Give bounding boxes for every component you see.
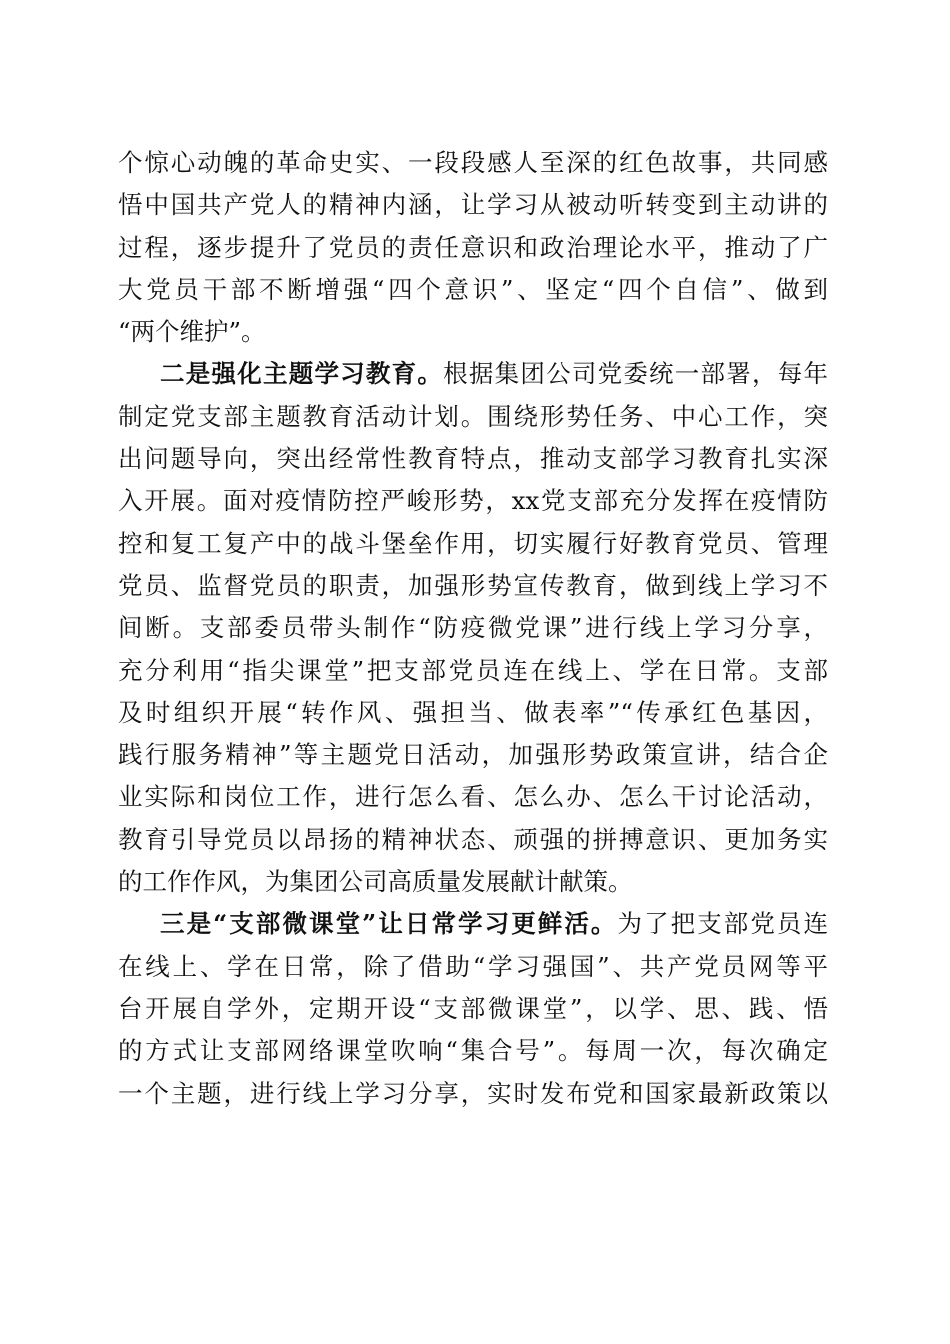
paragraph-line: 党员、监督党员的职责，加强形势宣传教育，做到线上学习不 [118, 570, 828, 600]
paragraph-line: 教育引导党员以昂扬的精神状态、顽强的拼搏意识、更加务实 [118, 824, 828, 854]
paragraph-line: 业实际和岗位工作，进行怎么看、怎么办、怎么干讨论活动， [118, 782, 828, 812]
paragraph-line: 悟中国共产党人的精神内涵，让学习从被动听转变到主动讲的 [118, 190, 828, 220]
paragraph-line: 的工作作风，为集团公司高质量发展献计献策。 [118, 867, 633, 897]
paragraph-line: “两个维护”。 [118, 317, 266, 347]
paragraph-line: 过程，逐步提升了党员的责任意识和政治理论水平，推动了广 [118, 232, 828, 262]
paragraph-line: 入开展。面对疫情防控严峻形势，xx党支部充分发挥在疫情防 [118, 486, 828, 516]
paragraph-first-line [118, 353, 828, 395]
paragraph-line: 间断。支部委员带头制作“防疫微党课”进行线上学习分享， [118, 613, 828, 643]
paragraph-line: 在线上、学在日常，除了借助“学习强国”、共产党员网等平 [118, 951, 828, 981]
paragraph-line: 大党员干部不断增强“四个意识”、坚定“四个自信”、做到 [118, 274, 828, 304]
paragraph-text: 根据集团公司党委统一部署，每年 [443, 359, 828, 389]
paragraph-line: 及时组织开展“转作风、强担当、做表率”“传承红色基因， [118, 697, 828, 727]
paragraph-line: 制定党支部主题教育活动计划。围绕形势任务、中心工作，突 [118, 401, 828, 431]
paragraph-heading: 二是强化主题学习教育。 [160, 359, 444, 389]
paragraph-3 [118, 903, 828, 1114]
paragraph-line: 出问题导向，突出经常性教育特点，推动支部学习教育扎实深 [118, 444, 828, 474]
paragraph-line: 控和复工复产中的战斗堡垒作用，切实履行好教育党员、管理 [118, 528, 828, 558]
paragraph-line: 一个主题，进行线上学习分享，实时发布党和国家最新政策以 [118, 1078, 828, 1108]
paragraph-1 [118, 142, 828, 353]
paragraph-line: 充分利用“指尖课堂”把支部党员连在线上、学在日常。支部 [118, 655, 828, 685]
paragraph-heading: 三是“支部微课堂”让日常学习更鲜活。 [160, 909, 618, 939]
paragraph-first-line [118, 903, 828, 945]
paragraph-2 [118, 353, 828, 903]
paragraph-line: 的方式让支部网络课堂吹响“集合号”。每周一次，每次确定 [118, 1036, 828, 1066]
paragraph-line: 个惊心动魄的革命史实、一段段感人至深的红色故事，共同感 [118, 148, 828, 177]
paragraph-line: 台开展自学外，定期开设“支部微课堂”，以学、思、践、悟 [118, 993, 828, 1023]
document-body [118, 142, 828, 1115]
paragraph-line: 践行服务精神”等主题党日活动，加强形势政策宣讲，结合企 [118, 740, 828, 770]
paragraph-text: 为了把支部党员连 [617, 909, 829, 939]
